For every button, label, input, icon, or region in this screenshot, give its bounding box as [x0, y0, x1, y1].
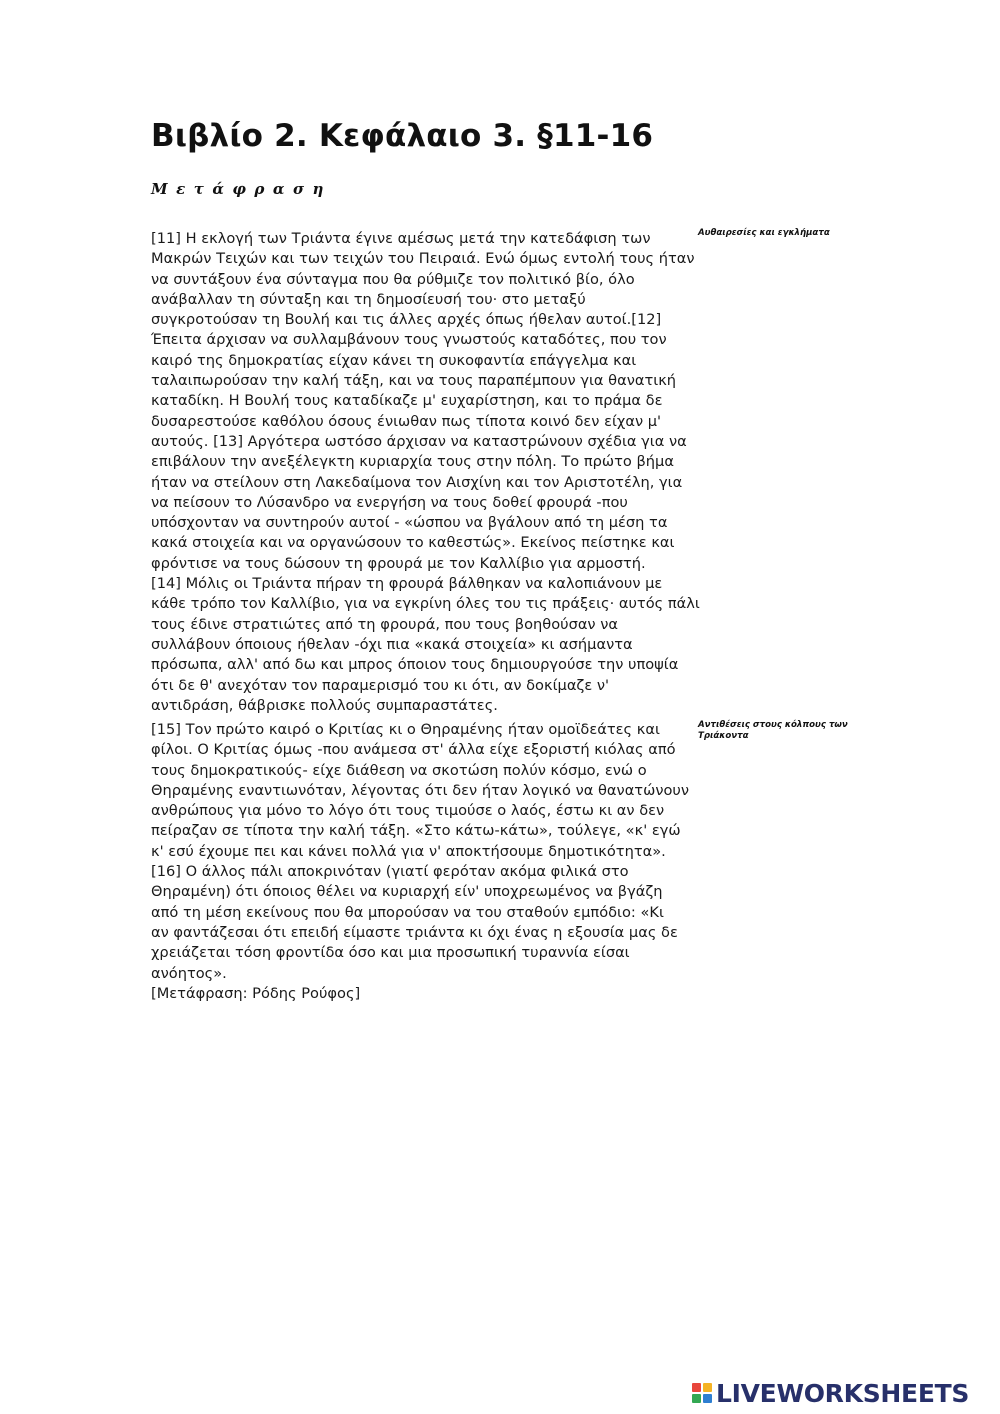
section-subtitle: Μετάφραση: [151, 180, 332, 198]
paragraph-11-14-line: συλλάβουν όποιους ήθελαν -όχι πια «κακά στοιχεία» κι ασήμαντα: [151, 635, 633, 653]
paragraph-15-16-line: ανθρώπους για μόνο το λόγο ότι τους τιμούσε ο λαός, έστω κι αν δεν: [151, 802, 665, 820]
paragraph-15-16-line: Θηραμένη) ότι όποιος θέλει να κυριαρχή είν' υποχρεωμένος να βγάζη: [151, 883, 663, 901]
paragraph-15-16-line: από τη μέση εκείνους που θα μπορούσαν να του σταθούν εμπόδιο: «Κι: [151, 903, 664, 921]
logo-square-blue: [703, 1394, 712, 1403]
liveworksheets-logo: [692, 1378, 969, 1408]
paragraph-11-14-line: [14] Μόλις οι Τριάντα πήραν τη φρουρά βάλθηκαν να καλοπιάνουν με: [151, 575, 663, 593]
page-title: Βιβλίο 2. Κεφάλαιο 3. §11-16: [151, 118, 654, 154]
margin-note-disagreements: Αντιθέσεις στους κόλπους των Τριάκοντα: [698, 720, 848, 741]
paragraph-11-14-line: υπόσχονταν να συντηρούν αυτοί - «ώσπου να βγάλουν από τη μέση τα: [151, 514, 668, 532]
logo-square-green: [692, 1394, 701, 1403]
paragraph-15-16-line: [15] Τον πρώτο καιρό ο Κριτίας κι ο Θηραμένης ήταν ομοϊδεάτες και: [151, 721, 660, 738]
paragraph-11-14-line: [11] Η εκλογή των Τριάντα έγινε αμέσως μετά την κατεδάφιση των: [151, 230, 651, 247]
paragraph-11-14-line: καιρό της δημοκρατίας είχαν κάνει τη συκοφαντία επάγγελμα και: [151, 351, 637, 369]
logo-square-red: [692, 1383, 701, 1392]
paragraph-11-14-line: συγκροτούσαν τη Βουλή και τις άλλες αρχές όπως ήθελαν αυτοί.[12]: [151, 311, 662, 329]
paragraph-11-14-line: να πείσουν το Λύσανδρο να ενεργήση να τους δοθεί φρουρά -που: [151, 493, 628, 511]
margin-note-arbitrariness: Αυθαιρεσίες και εγκλήματα: [698, 228, 830, 238]
paragraph-11-14-line: αυτούς. [13] Αργότερα ωστόσο άρχισαν να καταστρώνουν σχέδια για να: [151, 432, 687, 450]
paragraph-11-14-line: κάθε τρόπο τον Καλλίβιο, για να εγκρίνη όλες του τις πράξεις· αυτός πάλι: [151, 595, 700, 613]
paragraph-11-14-line: ότι δε θ' ανεχόταν τον παραμερισμό του κι ότι, αν δοκίμαζε ν': [151, 676, 610, 694]
liveworksheets-logo-text: LIVEWORKSHEETS: [716, 1378, 970, 1408]
paragraph-15-16-line: [Μετάφραση: Ρόδης Ρούφος]: [151, 984, 361, 1002]
paragraph-11-14-line: τους έδινε στρατιώτες από τη φρουρά, που τους βοηθούσαν να: [151, 615, 618, 633]
paragraph-11-14-line: Έπειτα άρχισαν να συλλαμβάνουν τους γνωστούς καταδότες, που τον: [151, 331, 667, 349]
translation-paragraph-15-16: [151, 720, 696, 1004]
paragraph-11-14-line: πρόσωπα, αλλ' από δω και μπρος όποιον τους δημιουργούσε την υποψία: [151, 656, 679, 674]
paragraph-11-14-line: να συντάξουν ένα σύνταγμα που θα ρύθμιζε τον πολιτικό βίο, όλο: [151, 270, 635, 288]
logo-square-yellow: [703, 1383, 712, 1392]
translation-paragraph-11-14: [151, 229, 700, 716]
paragraph-11-14-line: Μακρών Τειχών και των τειχών του Πειραιά. Ενώ όμως εντολή τους ήταν: [151, 250, 695, 268]
paragraph-15-16-line: πείραζαν σε τίποτα την καλή τάξη. «Στο κάτω-κάτω», τούλεγε, «κ' εγώ: [151, 822, 681, 840]
paragraph-11-14-line: ταλαιπωρούσαν την καλή τάξη, και να τους παραπέμπουν για θανατική: [151, 372, 677, 390]
paragraph-11-14-line: δυσαρεστούσε καθόλου όσους ένιωθαν πως τίποτα κοινό δεν είχαν μ': [151, 412, 662, 430]
paragraph-15-16-line: [16] Ο άλλος πάλι αποκρινόταν (γιατί φερόταν ακόμα φιλικά στο: [151, 863, 629, 881]
paragraph-15-16-line: Θηραμένης εναντιωνόταν, λέγοντας ότι δεν ήταν λογικό να θανατώνουν: [151, 781, 689, 799]
paragraph-15-16-line: αν φαντάζεσαι ότι επειδή είμαστε τριάντα κι όχι ένας η εξουσία μας δε: [151, 923, 678, 941]
paragraph-11-14-line: ανάβαλλαν τη σύνταξη και τη δημοσίευσή του· στο μεταξύ: [151, 290, 586, 308]
paragraph-11-14-line: επιβάλουν την ανεξέλεγκτη κυριαρχία τους στην πόλη. Το πρώτο βήμα: [151, 453, 674, 471]
paragraph-11-14-line: αντιδράση, θάβρισκε πολλούς συμπαραστάτες.: [151, 696, 498, 714]
paragraph-15-16-line: χρειάζεται τόση φροντίδα όσο και μια προσωπική τυραννία είσαι: [151, 944, 630, 962]
paragraph-15-16-line: τους δημοκρατικούς- είχε διάθεση να σκοτώση πολύν κόσμο, ενώ ο: [151, 761, 647, 779]
paragraph-11-14-line: φρόντισε να τους δώσουν τη φρουρά με τον Καλλίβιο για αρμοστή.: [151, 554, 646, 572]
paragraph-11-14-line: ήταν να στείλουν στη Λακεδαίμονα τον Αισχίνη και τον Αριστοτέλη, για: [151, 473, 683, 491]
paragraph-15-16-line: ανόητος».: [151, 964, 227, 982]
liveworksheets-logo-icon: [692, 1383, 712, 1403]
paragraph-15-16-line: κ' εσύ έχουμε πει και κάνει πολλά για ν' αποκτήσουμε δημοτικότητα».: [151, 842, 666, 860]
paragraph-11-14-line: καταδίκη. Η Βουλή τους καταδίκαζε μ' ευχαρίστηση, και το πράμα δε: [151, 392, 663, 410]
paragraph-11-14-line: κακά στοιχεία και να οργανώσουν το καθεστώς». Εκείνος πείστηκε και: [151, 534, 675, 552]
paragraph-15-16-line: φίλοι. Ο Κριτίας όμως -που ανάμεσα στ' άλλα είχε εξοριστή κιόλας από: [151, 741, 676, 759]
